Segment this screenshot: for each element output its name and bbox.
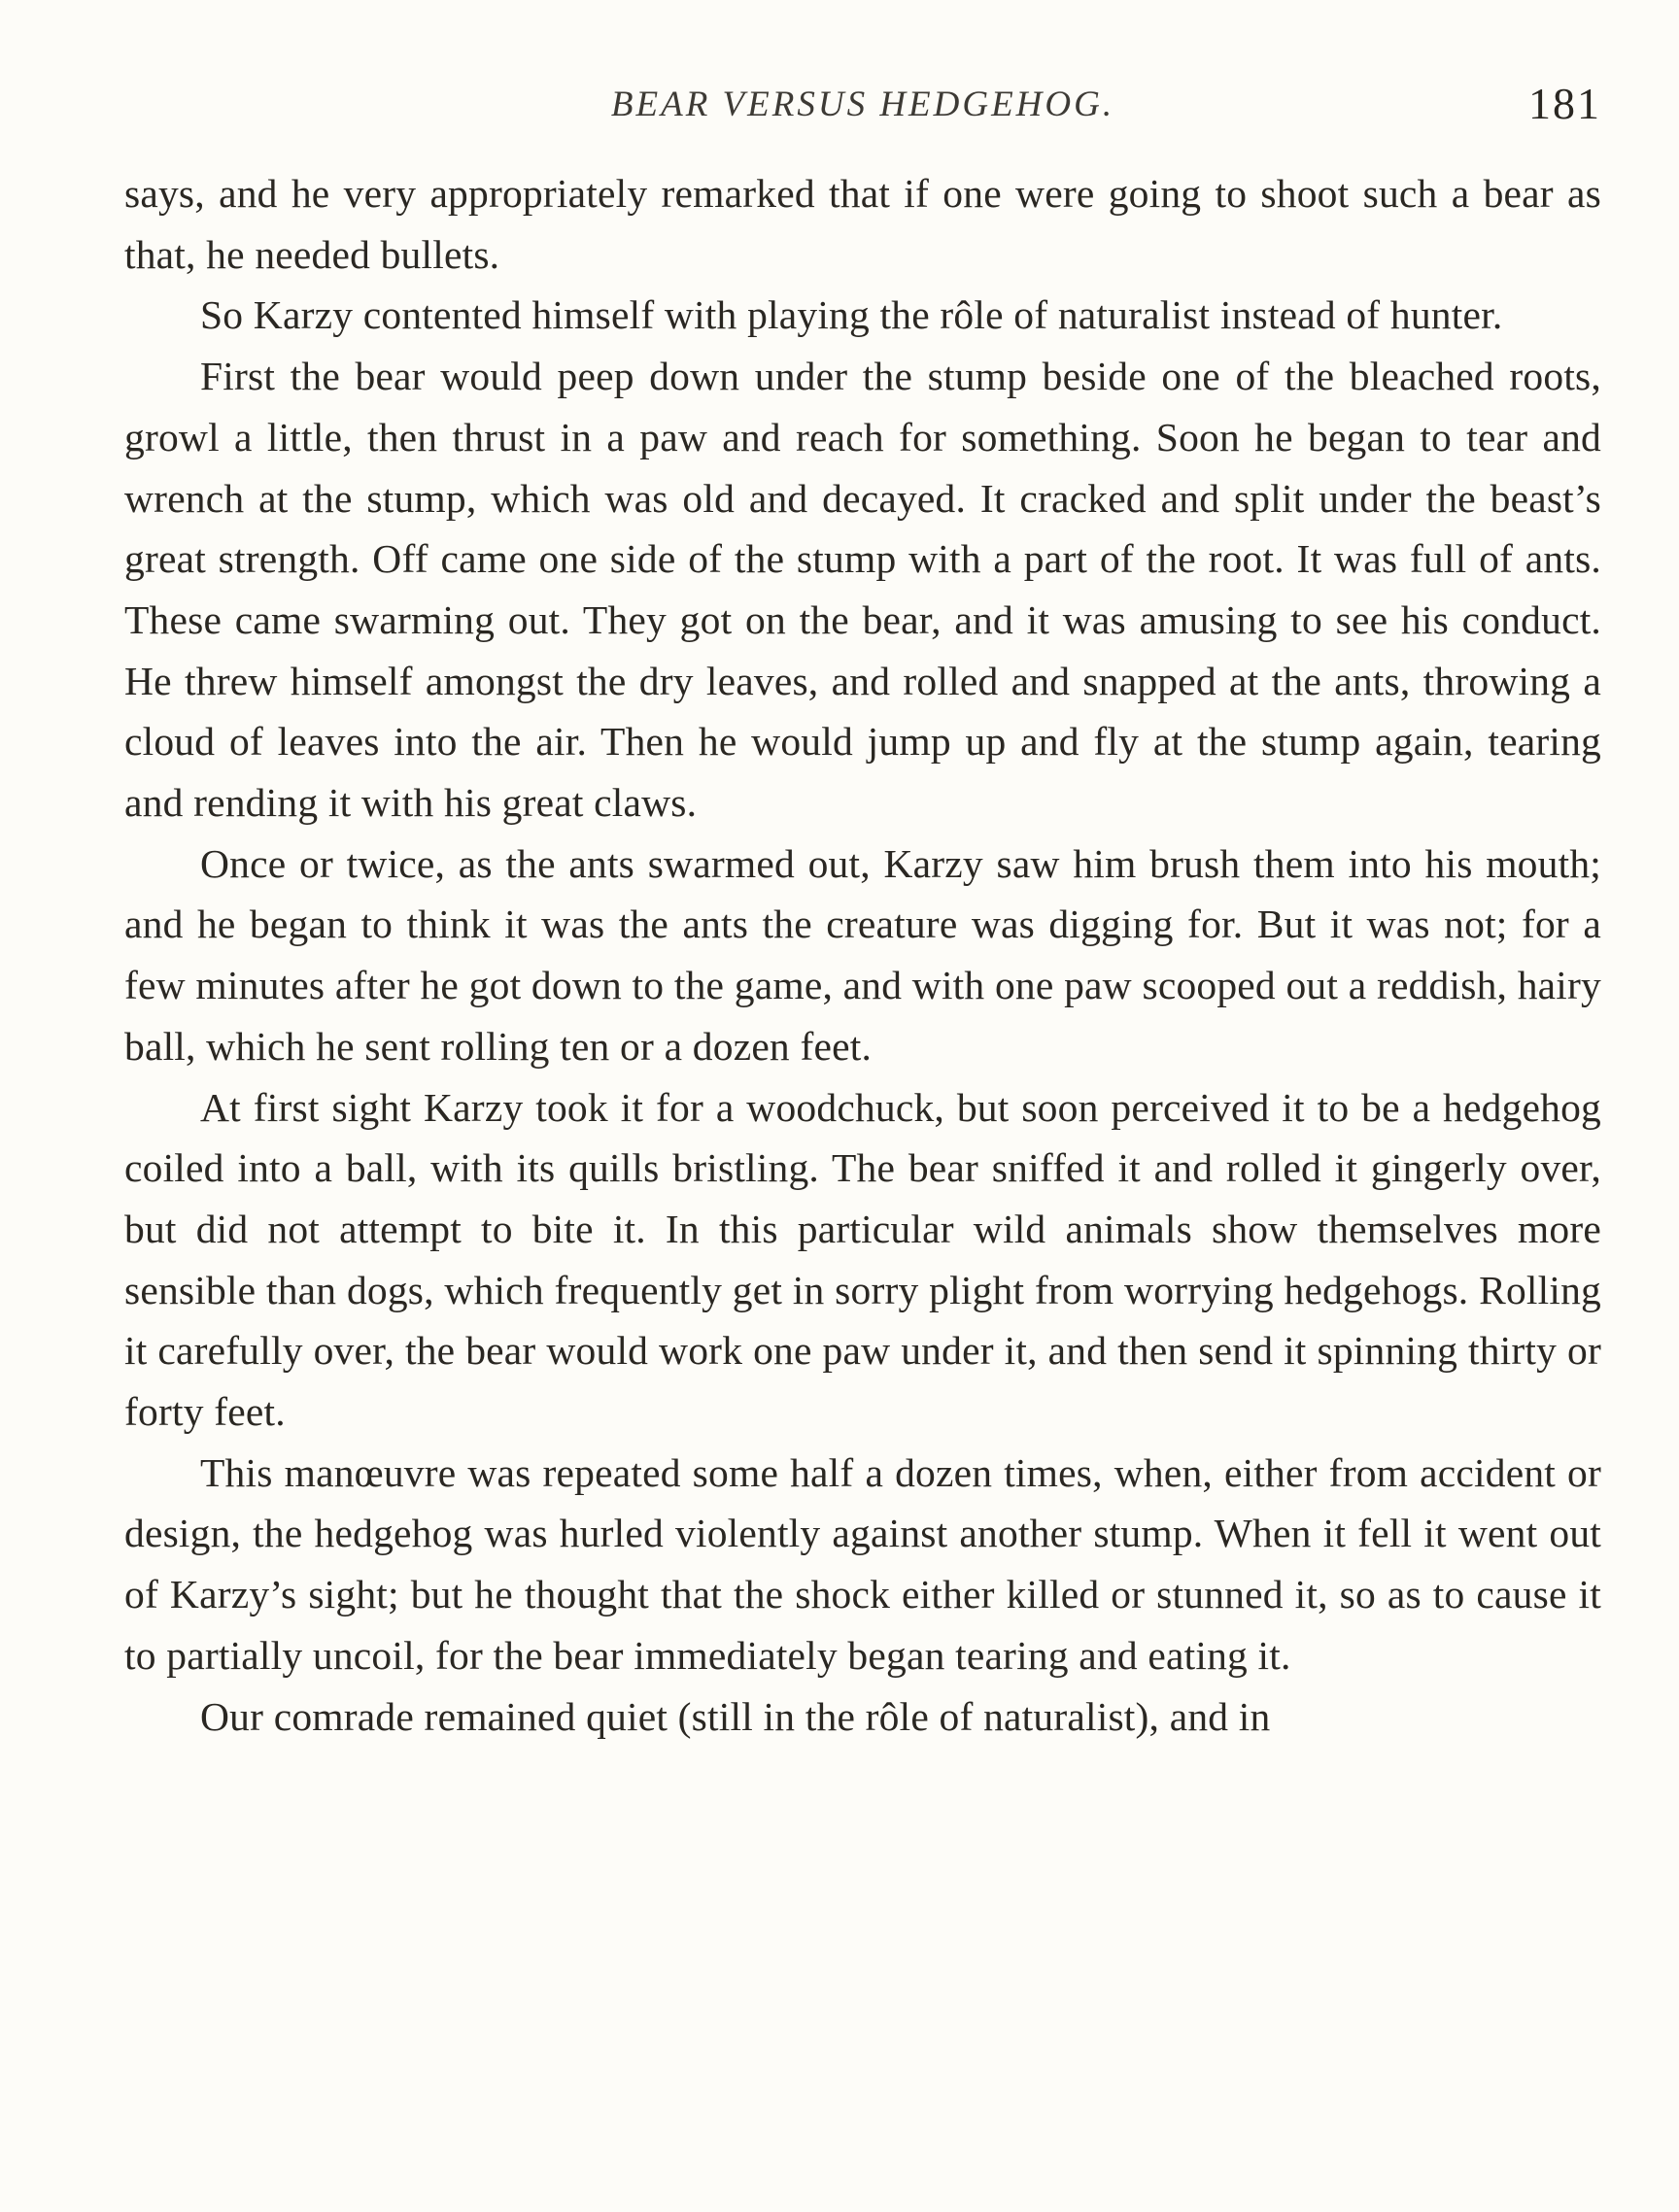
- paragraph: First the bear would peep down under the stump beside one of the bleached roots, growl a little, then thrust in a paw and reach for something. Soon he began to tear and wrench at the stump, which was old and decayed. It cracked and split under the beast’s great strength. Off came one side of the stump with a part of the root. It was full of ants. These came swarming out. They got on the bear, and it was amusing to see his conduct. He threw himself amongst the dry leaves, and rolled and snapped at the ants, throwing a cloud of leaves into the air. Then he would jump up and fly at the stump again, tearing and rending it with his great claws.: [124, 354, 1601, 826]
- page-number: 181: [1528, 79, 1601, 128]
- paragraph: Once or twice, as the ants swarmed out, Karzy saw him brush them into his mouth; and he began to think it was the ants the creature was digging for. But it was not; for a few minutes after he got down to the game, and with one paw scooped out a reddish, hairy ball, which he sent rolling ten or a dozen feet.: [124, 840, 1601, 1069]
- paragraph-continued: says, and he very appropriately remarked that if one were going to shoot such a bear as that, he needed bullets.: [124, 171, 1601, 277]
- paragraph: This manœuvre was repeated some half a dozen times, when, either from accident or design, the hedgehog was hurled violently against another stump. When it fell it went out of Karzy’s sight; but he thought that the shock either killed or stunned it, so as to cause it to partially uncoil, for the bear immediately began tearing and eating it.: [124, 1449, 1601, 1678]
- running-head: [124, 78, 1601, 146]
- paragraph: At first sight Karzy took it for a woodchuck, but soon perceived it to be a hedgehog coiled into a ball, with its quills bristling. The bear sniffed it and rolled it gingerly over, but did not attempt to bite it. In this particular wild animals show themselves more sensible than dogs, which frequently get in sorry plight from worrying hedgehogs. Rolling it carefully over, the bear would work one paw under it, and then send it spinning thirty or forty feet.: [124, 1084, 1601, 1435]
- running-title: BEAR VERSUS HEDGEHOG.: [610, 85, 1115, 124]
- body-text: [124, 163, 1601, 1747]
- paragraph: So Karzy contented himself with playing the rôle of naturalist instead of hunter.: [200, 292, 1503, 338]
- paragraph: Our comrade remained quiet (still in the rôle of naturalist), and in: [200, 1693, 1271, 1739]
